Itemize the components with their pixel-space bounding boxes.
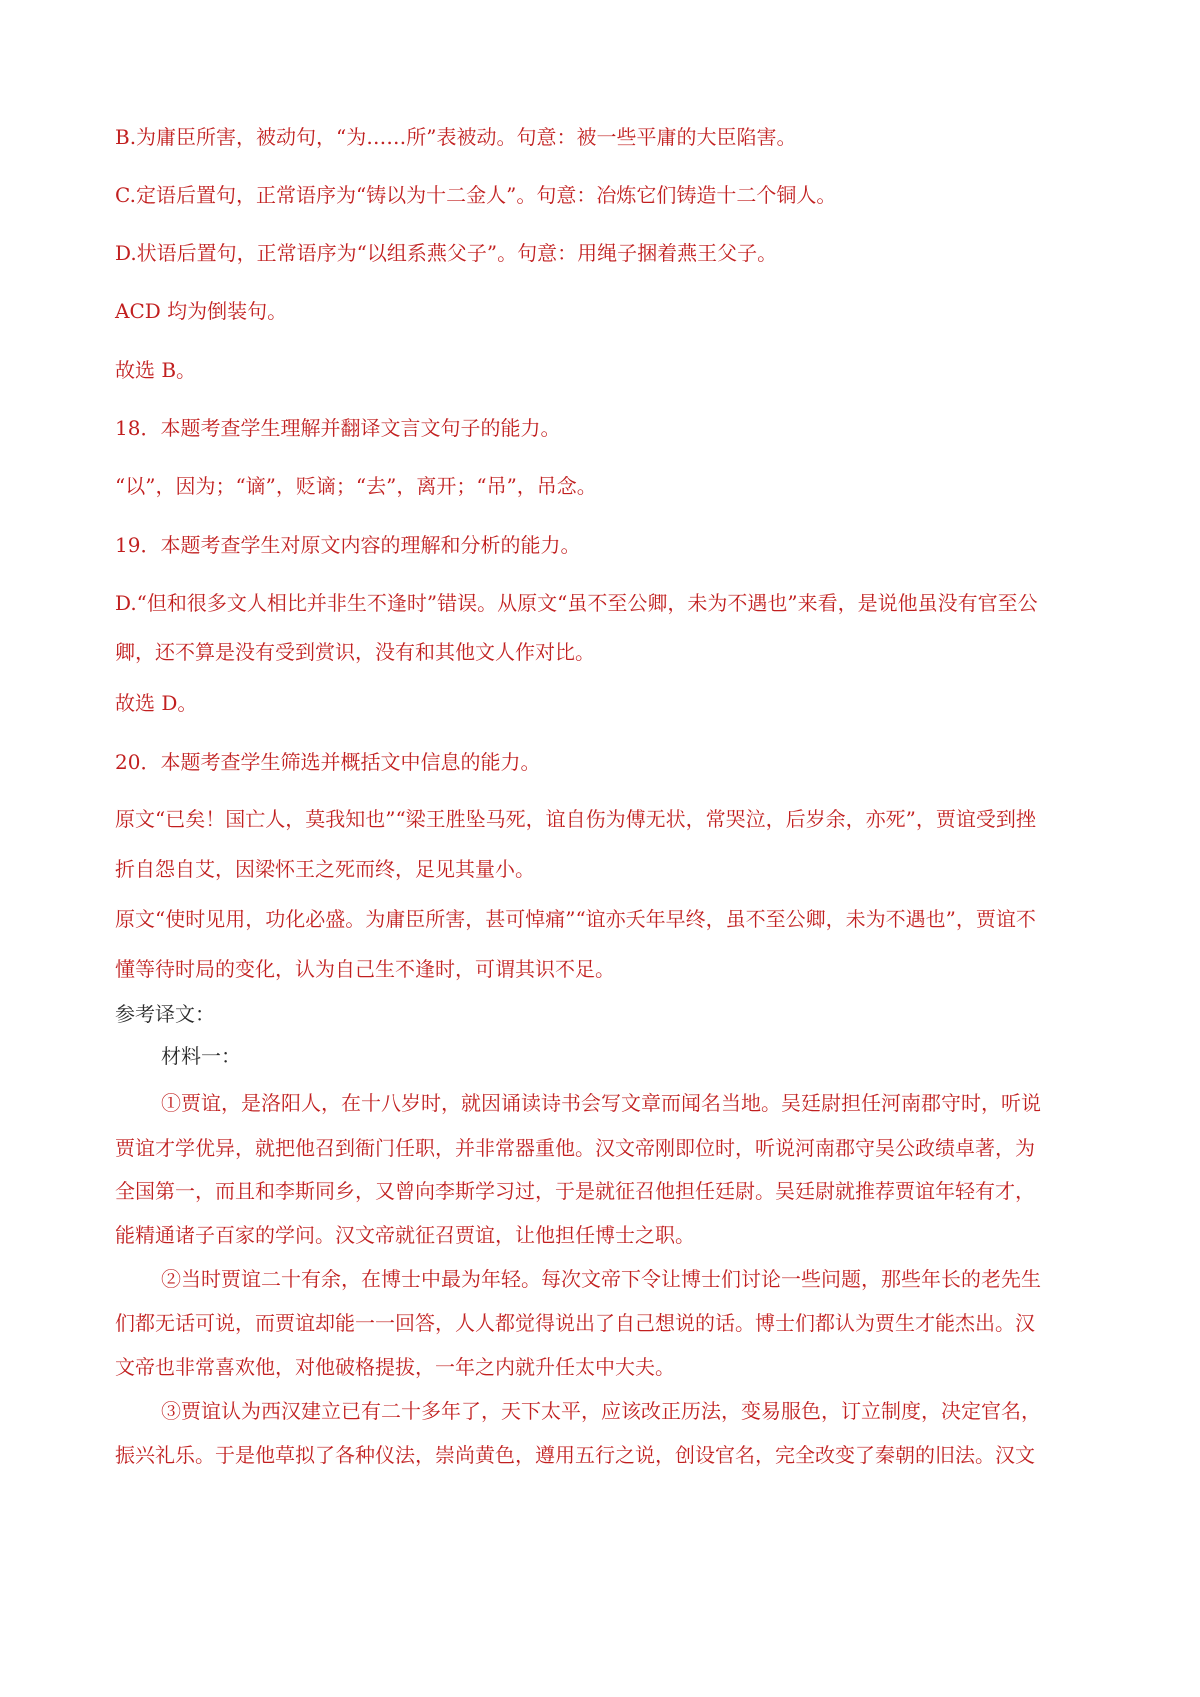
question-19-choice: 故选 D。 xyxy=(115,691,198,715)
translation-paragraph-2-line-3: 文帝也非常喜欢他，对他破格提拔，一年之内就升任太中大夫。 xyxy=(115,1355,675,1379)
translation-paragraph-1-line-2: 贾谊才学优异，就把他召到衙门任职，并非常器重他。汉文帝刚即位时，听说河南郡守吴公政绩卓著，为 xyxy=(115,1136,1035,1160)
question-20-point-1-cont: 折自怨自艾，因梁怀王之死而终，足见其量小。 xyxy=(115,857,535,881)
material-one-heading: 材料一： xyxy=(161,1044,241,1068)
question-20-point-2-cont: 懂等待时局的变化，认为自己生不逢时，可谓其识不足。 xyxy=(115,957,615,981)
translation-paragraph-1-line-3: 全国第一，而且和李斯同乡，又曾向李斯学习过，于是就征召他担任廷尉。吴廷尉就推荐贾谊年轻有才， xyxy=(115,1179,1035,1203)
question-20-point-1: 原文“已矣！国亡人，莫我知也”“梁王胜坠马死，谊自伤为傅无状，常哭泣，后岁余，亦死”，贾谊受到挫 xyxy=(115,807,1036,831)
answer-option-d: D.状语后置句，正常语序为“以组系燕父子”。句意：用绳子捆着燕王父子。 xyxy=(115,241,778,265)
question-19-answer: D.“但和很多文人相比并非生不逢时”错误。从原文“虽不至公卿，未为不遇也”来看，是说他虽没有官至公 xyxy=(115,591,1038,615)
translation-paragraph-2: ②当时贾谊二十有余，在博士中最为年轻。每次文帝下令让博士们讨论一些问题，那些年长的老先生 xyxy=(161,1267,1041,1291)
translation-paragraph-3-line-2: 振兴礼乐。于是他草拟了各种仪法，崇尚黄色，遵用五行之说，创设官名，完全改变了秦朝的旧法。汉文 xyxy=(115,1443,1035,1467)
translation-paragraph-1: ①贾谊，是洛阳人，在十八岁时，就因诵读诗书会写文章而闻名当地。吴廷尉担任河南郡守时，听说 xyxy=(161,1091,1041,1115)
answer-summary: ACD 均为倒装句。 xyxy=(115,299,288,323)
translation-paragraph-3: ③贾谊认为西汉建立已有二十多年了，天下太平，应该改正历法，变易服色，订立制度，决定官名， xyxy=(161,1399,1041,1423)
question-19-heading: 19．本题考查学生对原文内容的理解和分析的能力。 xyxy=(115,533,581,557)
answer-option-b: B.为庸臣所害，被动句，“为……所”表被动。句意：被一些平庸的大臣陷害。 xyxy=(115,125,797,149)
question-18-answer: “以”，因为；“谪”，贬谪；“去”，离开；“吊”，吊念。 xyxy=(115,474,597,498)
question-20-point-2: 原文“使时见用，功化必盛。为庸臣所害，甚可悼痛”“谊亦夭年早终，虽不至公卿，未为不遇也”，贾谊不 xyxy=(115,907,1036,931)
question-20-heading: 20．本题考查学生筛选并概括文中信息的能力。 xyxy=(115,750,541,774)
question-18-heading: 18．本题考查学生理解并翻译文言文句子的能力。 xyxy=(115,416,561,440)
answer-choice: 故选 B。 xyxy=(115,358,197,382)
translation-paragraph-1-line-4: 能精通诸子百家的学问。汉文帝就征召贾谊，让他担任博士之职。 xyxy=(115,1223,695,1247)
answer-option-c: C.定语后置句，正常语序为“铸以为十二金人”。句意：冶炼它们铸造十二个铜人。 xyxy=(115,183,837,207)
translation-paragraph-2-line-2: 们都无话可说，而贾谊却能一一回答，人人都觉得说出了自己想说的话。博士们都认为贾生才能杰出。汉 xyxy=(115,1311,1035,1335)
question-19-answer-cont: 卿，还不算是没有受到赏识，没有和其他文人作对比。 xyxy=(115,640,595,664)
translation-heading: 参考译文： xyxy=(115,1002,215,1026)
